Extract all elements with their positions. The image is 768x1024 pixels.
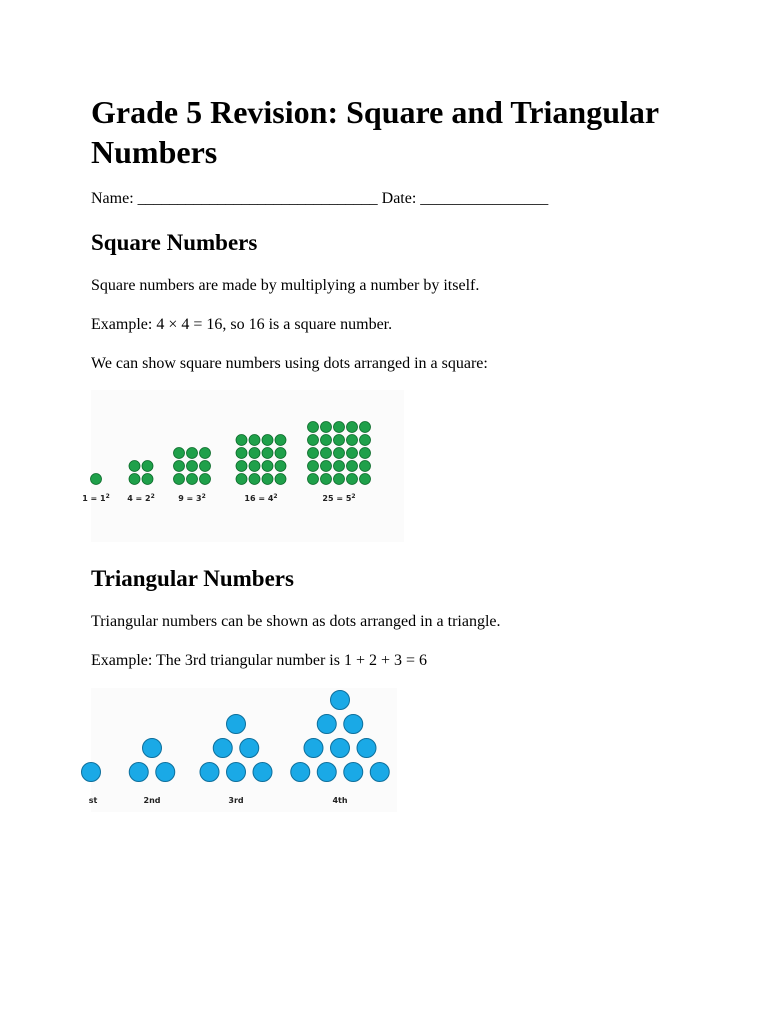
name-date-line: Name: ______________________________ Date: ________________ <box>91 190 549 207</box>
blue-dot <box>156 763 175 782</box>
blue-dot <box>331 739 350 758</box>
green-dot <box>236 435 247 446</box>
green-dot <box>187 461 198 472</box>
square-label-base: 9 = 3 <box>178 494 202 503</box>
blue-dot <box>291 763 310 782</box>
triangle-label: 3rd <box>228 796 244 805</box>
square-group-2 <box>127 461 155 504</box>
square-label <box>322 493 355 503</box>
square-label-base: 4 = 2 <box>127 494 151 503</box>
green-dot <box>249 461 260 472</box>
green-dot <box>275 461 286 472</box>
green-dot <box>360 448 371 459</box>
green-dot <box>91 474 102 485</box>
triangle-label: st <box>88 796 98 805</box>
square-label-exponent: 2 <box>201 493 206 500</box>
page-title: Grade 5 Revision: Square and Triangular Numbers <box>91 94 659 170</box>
square-definition: Square numbers are made by multiplying a number by itself. <box>91 277 480 294</box>
green-dot <box>334 435 345 446</box>
square-group-5 <box>308 422 371 504</box>
green-dot <box>347 474 358 485</box>
green-dot <box>249 435 260 446</box>
square-group-3 <box>174 448 211 504</box>
triangular-dots-diagram <box>88 688 397 812</box>
green-dot <box>174 448 185 459</box>
triangle-label: 4th <box>332 796 348 805</box>
green-dot <box>200 474 211 485</box>
square-numbers-heading: Square Numbers <box>91 230 258 255</box>
square-label <box>244 493 277 503</box>
blue-dot <box>344 763 363 782</box>
square-label-base: 25 = 5 <box>322 494 352 503</box>
square-group-1 <box>82 474 110 504</box>
triangle-label: 2nd <box>143 796 161 805</box>
blue-dot <box>213 739 232 758</box>
green-dot <box>334 448 345 459</box>
green-dot <box>347 448 358 459</box>
square-figure-intro: We can show square numbers using dots arranged in a square: <box>91 355 488 372</box>
square-label-exponent: 2 <box>150 493 155 500</box>
triangle-group-3 <box>200 715 272 806</box>
green-dot <box>275 435 286 446</box>
green-dot <box>334 474 345 485</box>
green-dot <box>308 461 319 472</box>
green-dot <box>129 461 140 472</box>
green-dot <box>321 422 332 433</box>
green-dot <box>129 474 140 485</box>
green-dot <box>187 448 198 459</box>
green-dot <box>360 461 371 472</box>
green-dot <box>200 461 211 472</box>
green-dot <box>308 448 319 459</box>
green-dot <box>249 448 260 459</box>
triangular-numbers-figure <box>88 688 397 812</box>
green-dot <box>275 474 286 485</box>
square-label-exponent: 2 <box>105 493 110 500</box>
blue-dot <box>344 715 363 734</box>
green-dot <box>236 461 247 472</box>
green-dot <box>262 474 273 485</box>
square-label <box>127 493 155 503</box>
green-dot <box>308 474 319 485</box>
green-dot <box>262 448 273 459</box>
green-dot <box>262 461 273 472</box>
green-dot <box>360 474 371 485</box>
green-dot <box>174 474 185 485</box>
green-dot <box>236 474 247 485</box>
green-dot <box>200 448 211 459</box>
square-label <box>178 493 206 503</box>
blue-dot <box>82 763 101 782</box>
green-dot <box>174 461 185 472</box>
green-dot <box>321 461 332 472</box>
blue-dot <box>253 763 272 782</box>
square-label <box>82 493 110 503</box>
triangular-numbers-heading: Triangular Numbers <box>91 566 294 591</box>
square-label-exponent: 2 <box>351 493 356 500</box>
blue-dot <box>227 715 246 734</box>
green-dot <box>360 422 371 433</box>
blue-dot <box>304 739 323 758</box>
blue-dot <box>370 763 389 782</box>
green-dot <box>321 435 332 446</box>
blue-dot <box>240 739 259 758</box>
triangular-definition: Triangular numbers can be shown as dots arranged in a triangle. <box>91 613 501 630</box>
square-label-exponent: 2 <box>273 493 278 500</box>
blue-dot <box>227 763 246 782</box>
triangle-group-4 <box>291 691 390 806</box>
triangle-group-2 <box>129 739 175 806</box>
blue-dot <box>317 763 336 782</box>
blue-dot <box>331 691 350 710</box>
square-dots-diagram <box>82 390 404 542</box>
blue-dot <box>357 739 376 758</box>
green-dot <box>249 474 260 485</box>
green-dot <box>360 435 371 446</box>
green-dot <box>142 461 153 472</box>
blue-dot <box>317 715 336 734</box>
green-dot <box>236 448 247 459</box>
green-dot <box>347 422 358 433</box>
green-dot <box>308 422 319 433</box>
square-label-base: 1 = 1 <box>82 494 106 503</box>
green-dot <box>347 461 358 472</box>
green-dot <box>308 435 319 446</box>
green-dot <box>321 448 332 459</box>
square-example: Example: 4 × 4 = 16, so 16 is a square number. <box>91 316 393 333</box>
green-dot <box>187 474 198 485</box>
green-dot <box>142 474 153 485</box>
blue-dot <box>200 763 219 782</box>
green-dot <box>334 422 345 433</box>
square-label-base: 16 = 4 <box>244 494 274 503</box>
blue-dot <box>143 739 162 758</box>
green-dot <box>321 474 332 485</box>
blue-dot <box>129 763 148 782</box>
green-dot <box>334 461 345 472</box>
green-dot <box>275 448 286 459</box>
triangle-group-1 <box>82 763 101 806</box>
green-dot <box>347 435 358 446</box>
triangular-example: Example: The 3rd triangular number is 1 + 2 + 3 = 6 <box>91 652 428 669</box>
green-dot <box>262 435 273 446</box>
square-group-4 <box>236 435 286 504</box>
square-numbers-figure <box>82 390 404 542</box>
